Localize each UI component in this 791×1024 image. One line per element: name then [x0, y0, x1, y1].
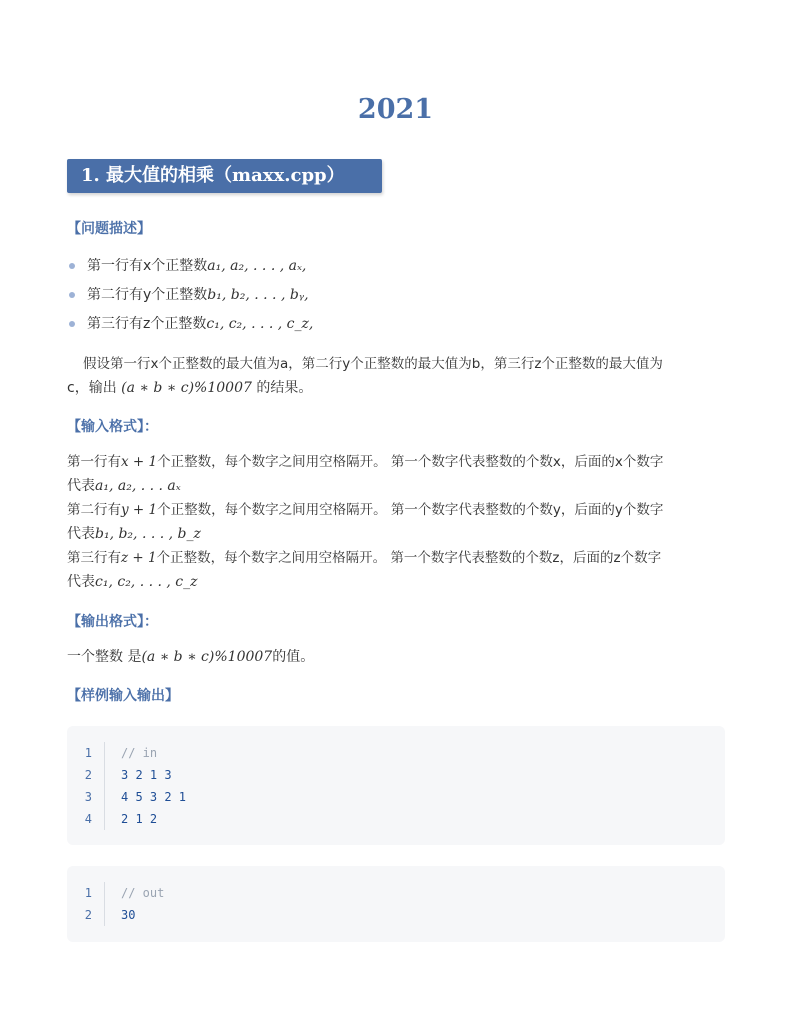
code-line: [67, 786, 725, 808]
code-text: 2 1 2: [121, 812, 158, 826]
text-run: 第二行有: [67, 502, 121, 518]
input-format-line: [67, 450, 727, 474]
input-format-line: [67, 570, 727, 594]
text-run: 的值。: [272, 649, 315, 665]
bullet-dot-icon: [69, 263, 75, 269]
text-run: 个正整数，每个数字之间用空格隔开。 第一个数字代表整数的个数z，后面的z个数字: [156, 550, 662, 566]
input-format-text: [67, 450, 727, 594]
math-run: c₁, c₂, . . . , c_z: [95, 574, 198, 590]
text-run: 第一行有: [67, 454, 121, 470]
bullet-item: [67, 282, 313, 311]
code-line: [67, 904, 725, 926]
math-run: x + 1: [121, 454, 158, 470]
text-run: 代表: [67, 574, 95, 590]
input-format-label: 【输入格式】：: [67, 419, 158, 435]
code-line: [67, 808, 725, 830]
math-run: z + 1: [121, 550, 157, 566]
page-title: 2021: [357, 94, 434, 125]
code-text: 30: [121, 908, 136, 922]
line-number: 1: [84, 746, 92, 760]
code-text: 4 5 3 2 1: [121, 790, 187, 804]
code-comment: // out: [121, 886, 165, 900]
sample-io-label: 【样例输入输出】: [67, 688, 179, 704]
code-line: [67, 742, 725, 764]
sample-output-code-block: [67, 866, 725, 942]
text-run: 个正整数，每个数字之间用空格隔开。 第一个数字代表整数的个数y，后面的y个数字: [157, 502, 664, 518]
math-run: b₁, b₂, . . . , b_z: [95, 526, 201, 542]
text-run: 代表: [67, 478, 95, 494]
problem-bullet-list: [67, 253, 313, 340]
output-format-label: 【输出格式】：: [67, 614, 158, 630]
math-run: y + 1: [121, 502, 158, 518]
output-format-text: [67, 645, 727, 669]
bullet-text: 第一行有x个正整数: [87, 258, 208, 274]
bullet-item: [67, 311, 313, 340]
bullet-text: 第三行有z个正整数: [87, 316, 207, 332]
input-format-line: [67, 522, 727, 546]
input-format-line: [67, 474, 727, 498]
text-run: 个正整数，每个数字之间用空格隔开。 第一个数字代表整数的个数x，后面的x个数字: [157, 454, 664, 470]
description-text: c，输出: [67, 380, 122, 396]
description-line: 假设第一行x个正整数的最大值为a，第二行y个正整数的最大值为b，第三行z个正整数的最大值为: [83, 356, 663, 372]
code-text: 3 2 1 3: [121, 768, 172, 782]
line-number: 2: [84, 768, 92, 782]
problem-description: [67, 352, 727, 400]
bullet-dot-icon: [69, 321, 75, 327]
line-number: 3: [84, 790, 92, 804]
bullet-dot-icon: [69, 292, 75, 298]
problem-description-label: 【问题描述】: [67, 221, 151, 237]
bullet-item: [67, 253, 313, 282]
description-line: [67, 376, 727, 400]
math-run: a₁, a₂, . . . aₓ: [95, 478, 181, 494]
bullet-math: b₁, b₂, . . . , bᵧ,: [207, 287, 309, 303]
line-number: 1: [84, 886, 92, 900]
text-run: 第三行有: [67, 550, 121, 566]
code-comment: // in: [121, 746, 158, 760]
text-run: 一个整数 是: [67, 649, 142, 665]
bullet-math: c₁, c₂, . . . , c_z,: [206, 316, 314, 332]
input-format-line: [67, 498, 727, 522]
code-line: [67, 764, 725, 786]
text-run: 代表: [67, 526, 95, 542]
description-text: 的结果。: [251, 380, 313, 396]
line-number: 4: [84, 812, 92, 826]
bullet-math: a₁, a₂, . . . , aₓ,: [207, 258, 307, 274]
description-math: (a ∗ b ∗ c)%10007: [121, 380, 252, 396]
sample-input-code-block: [67, 726, 725, 845]
line-number: 2: [84, 908, 92, 922]
math-run: (a ∗ b ∗ c)%10007: [141, 649, 273, 665]
code-line: [67, 882, 725, 904]
problem-heading: 1. 最大值的相乘（maxx.cpp）: [67, 159, 382, 193]
input-format-line: [67, 546, 727, 570]
bullet-text: 第二行有y个正整数: [87, 287, 208, 303]
